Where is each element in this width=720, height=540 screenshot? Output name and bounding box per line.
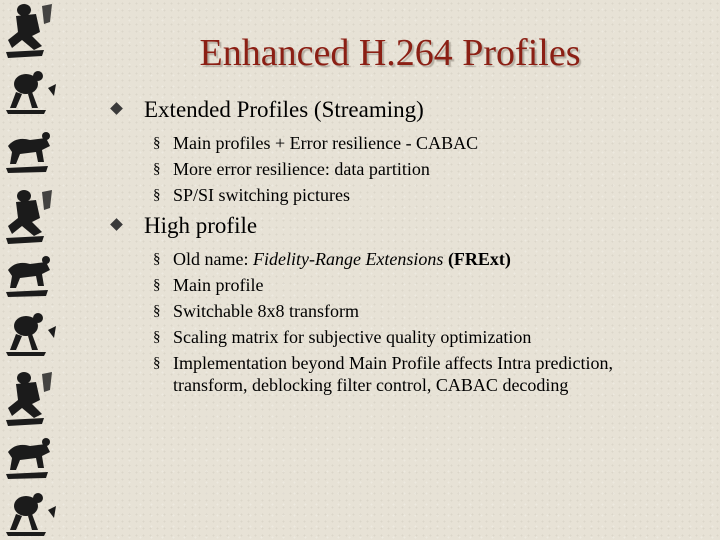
sub-bullet-bold: (FRExt) <box>447 249 511 269</box>
sub-bullet <box>120 184 692 206</box>
sub-bullet-prefix: Old name: <box>173 249 253 269</box>
section-bullet-icon: § <box>153 329 161 345</box>
bullet-text: High profile <box>144 213 258 238</box>
section-bullet-icon: § <box>153 355 161 371</box>
section-bullet-icon: § <box>153 303 161 319</box>
diamond-bullet-icon <box>110 218 123 231</box>
sub-bullet <box>120 248 692 270</box>
sub-bullet <box>120 326 692 348</box>
sub-bullet-text: Implementation beyond Main Profile affects Intra prediction, transform, deblocking filter control, CABAC decoding <box>173 353 614 395</box>
sub-bullet <box>120 158 692 180</box>
sublist-high <box>120 248 692 396</box>
decorative-border <box>0 0 58 540</box>
section-bullet-icon: § <box>153 161 161 177</box>
sub-bullet <box>120 352 653 396</box>
sub-bullet-text: Main profile <box>173 275 264 295</box>
sublist-extended <box>120 132 692 206</box>
section-bullet-icon: § <box>153 277 161 293</box>
hieroglyph-border-icon <box>0 0 58 540</box>
sub-bullet-text: SP/SI switching pictures <box>173 185 351 205</box>
bullet-text: Extended Profiles (Streaming) <box>144 97 424 122</box>
slide-title: Enhanced H.264 Profiles <box>199 32 581 74</box>
section-bullet-icon: § <box>153 187 161 203</box>
sub-bullet-text: Main profiles + Error resilience - CABAC <box>173 133 479 153</box>
sub-bullet-text: More error resilience: data partition <box>173 159 430 179</box>
section-bullet-icon: § <box>153 251 161 267</box>
sub-bullet <box>120 300 692 322</box>
diamond-bullet-icon <box>110 102 123 115</box>
sub-bullet-text: Switchable 8x8 transform <box>173 301 359 321</box>
sub-bullet <box>120 132 692 154</box>
sub-bullet-italic: Fidelity-Range Extensions <box>252 249 444 269</box>
bullet-high-profile <box>112 212 692 240</box>
sub-bullet-text: Scaling matrix for subjective quality optimization <box>173 327 532 347</box>
bullet-extended-profiles <box>112 96 692 124</box>
section-bullet-icon: § <box>153 135 161 151</box>
sub-bullet <box>120 274 692 296</box>
slide-body <box>112 96 692 402</box>
